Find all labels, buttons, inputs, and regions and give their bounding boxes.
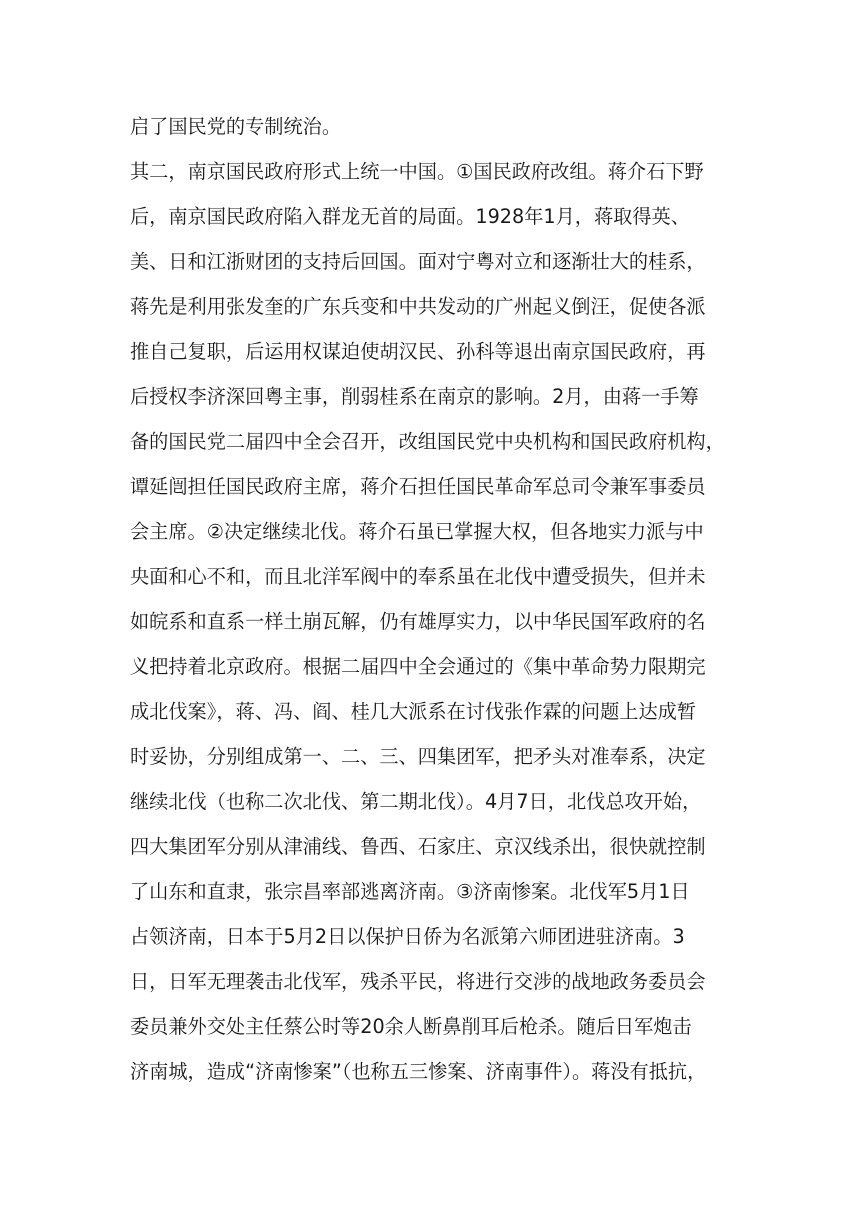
text-line: 谭延闿担任国民政府主席，蒋介石担任国民革命军总司令兼军事委员	[130, 475, 706, 498]
text-line: 蒋先是利用张发奎的广东兵变和中共发动的广州起义倒汪，促使各派	[130, 295, 706, 318]
text-line: 其二，南京国民政府形式上统一中国。①国民政府改组。蒋介石下野	[130, 160, 704, 183]
text-line: 济南城，造成“济南惨案”（也称五三惨案、济南事件）。蒋没有抵抗，	[130, 1060, 707, 1083]
text-line: 推自己复职，后运用权谋迫使胡汉民、孙科等退出南京国民政府，再	[130, 340, 706, 363]
text-line: 继续北伐（也称二次北伐、第二期北伐）。4月7日，北伐总攻开始，	[130, 790, 702, 813]
text-line: 备的国民党二届四中全会召开，改组国民党中央机构和国民政府机构，	[130, 430, 725, 453]
text-line: 占领济南，日本于5月2日以保护日侨为名派第六师团进驻济南。3	[130, 925, 685, 948]
text-line: 时妥协，分别组成第一、二、三、四集团军，把矛头对准奉系，决定	[130, 745, 706, 768]
text-line: 委员兼外交处主任蔡公时等20余人断鼻削耳后枪杀。随后日军炮击	[130, 1015, 692, 1038]
text-line: 美、日和江浙财团的支持后回国。面对宁粤对立和逐渐壮大的桂系，	[130, 250, 706, 273]
text-line: 后，南京国民政府陷入群龙无首的局面。1928年1月，蒋取得英、	[130, 205, 690, 228]
text-line: 央面和心不和，而且北洋军阀中的奉系虽在北伐中遭受损失，但并未	[130, 565, 706, 588]
text-line: 启了国民党的专制统治。	[130, 115, 342, 138]
text-line: 四大集团军分别从津浦线、鲁西、石家庄、京汉线杀出，很快就控制	[130, 835, 706, 858]
text-line: 成北伐案》，蒋、冯、阎、桂几大派系在讨伐张作霖的问题上达成暂	[130, 700, 697, 723]
text-line: 日，日军无理袭击北伐军，残杀平民，将进行交涉的战地政务委员会	[130, 970, 706, 993]
text-line: 义把持着北京政府。根据二届四中全会通过的《集中革命势力限期完	[130, 655, 706, 678]
text-line: 了山东和直隶，张宗昌率部逃离济南。③济南惨案。北伐军5月1日	[130, 880, 690, 903]
text-line: 会主席。②决定继续北伐。蒋介石虽已掌握大权，但各地实力派与中	[130, 520, 704, 543]
text-line: 如皖系和直系一样土崩瓦解，仍有雄厚实力，以中华民国军政府的名	[130, 610, 706, 633]
text-line: 后授权李济深回粤主事，削弱桂系在南京的影响。2月，由蒋一手筹	[130, 385, 699, 408]
